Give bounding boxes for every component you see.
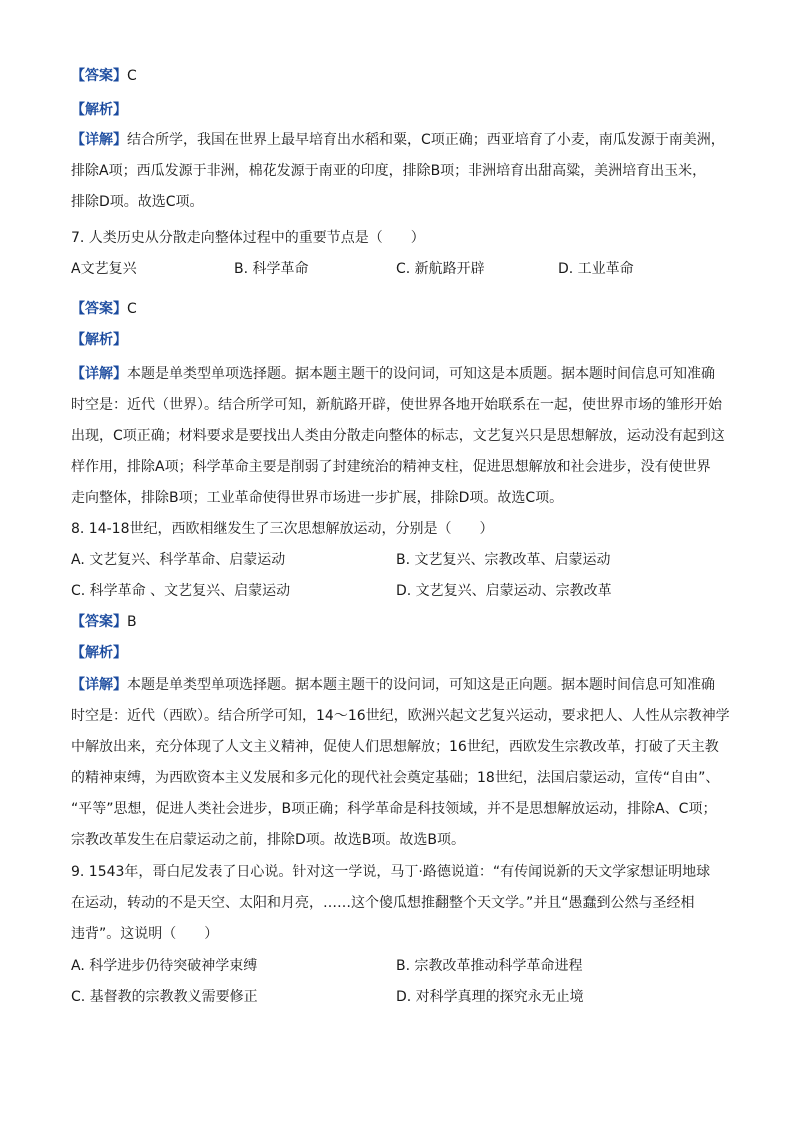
detail-line: 排除D项。故选C项。 [71, 194, 204, 210]
q9-stem [71, 857, 723, 950]
q9-option-d: D. 对科学真理的探究永无止境 [396, 989, 584, 1005]
detail-label: 【详解】 [71, 677, 127, 693]
detail-line: 时空是：近代（世界）。结合所学可知，新航路开辟，使世界各地开始联系在一起，使世界市场的雏形开始 [71, 397, 722, 413]
q7-answer [71, 299, 137, 319]
analysis-label: 【解析】 [71, 645, 127, 661]
detail-line: 【详解】本题是单类型单项选择题。据本题主题干的设问词，可知这是正向题。据本题时间信息可知准确 [71, 677, 715, 693]
answer-value: C [127, 301, 137, 317]
q9-option-a: A. 科学进步仍待突破神学束缚 [71, 958, 258, 974]
detail-line: 宗教改革发生在启蒙运动之前，排除D项。故选B项。故选B项。 [71, 832, 465, 848]
detail-line: 中解放出来，充分体现了人文主义精神，促使人们思想解放；16世纪，西欧发生宗教改革，打破了天主教 [71, 739, 719, 755]
stem-line: 在运动，转动的不是天空、太阳和月亮，……这个傻瓜想推翻整个天文学。”并且“愚蠢到公然与圣经相 [71, 895, 695, 911]
q7-stem: 7. 人类历史从分散走向整体过程中的重要节点是（ ） [71, 230, 425, 246]
analysis-label: 【解析】 [71, 102, 127, 118]
q8-answer [71, 612, 137, 632]
detail-line: 排除A项；西瓜发源于非洲，棉花发源于南亚的印度，排除B项；非洲培育出甜高粱，美洲培育出玉米， [71, 163, 707, 179]
q8-stem: 8. 14-18世纪，西欧相继发生了三次思想解放运动，分别是（ ） [71, 521, 494, 537]
detail-label: 【详解】 [71, 366, 127, 382]
q8-option-a: A. 文艺复兴、科学革命、启蒙运动 [71, 552, 286, 568]
detail-line: 样作用，排除A项；科学革命主要是削弱了封建统治的精神支柱，促进思想解放和社会进步，没有使世界 [71, 459, 711, 475]
detail-line: “平等”思想，促进人类社会进步，B项正确；科学革命是科技领域，并不是思想解放运动，排除A、C项； [71, 801, 717, 817]
q9-option-c: C. 基督教的宗教教义需要修正 [71, 989, 258, 1005]
q8-option-b: B. 文艺复兴、宗教改革、启蒙运动 [396, 552, 611, 568]
detail-label: 【详解】 [71, 132, 127, 148]
detail-line: 的精神束缚，为西欧资本主义发展和多元化的现代社会奠定基础；18世纪，法国启蒙运动，宣传“自由”、 [71, 770, 720, 786]
q7-option-a: A文艺复兴 [71, 261, 137, 277]
stem-line: 9. 1543年，哥白尼发表了日心说。针对这一学说，马丁·路德说道：“有传闻说新的天文学家想证明地球 [71, 864, 711, 880]
q9-option-b: B. 宗教改革推动科学革命进程 [396, 958, 583, 974]
q8-analysis-label [71, 643, 127, 663]
q7-analysis-label [71, 330, 127, 350]
answer-label: 【答案】 [71, 301, 127, 317]
detail-line: 【详解】本题是单类型单项选择题。据本题主题干的设问词，可知这是本质题。据本题时间信息可知准确 [71, 366, 715, 382]
q7-option-d: D. 工业革命 [558, 261, 634, 277]
answer-label: 【答案】 [71, 614, 127, 630]
q7-option-b: B. 科学革命 [234, 261, 309, 277]
q8-option-c: C. 科学革命 、文艺复兴、启蒙运动 [71, 583, 291, 599]
detail-line: 走向整体，排除B项；工业革命使得世界市场进一步扩展，排除D项。故选C项。 [71, 490, 564, 506]
q7-detail [71, 359, 723, 514]
detail-line: 出现，C项正确；材料要求是要找出人类由分散走向整体的标志，文艺复兴只是思想解放，运动没有起到这 [71, 428, 725, 444]
stem-line: 违背”。这说明（ ） [71, 926, 219, 942]
answer-label: 【答案】 [71, 68, 127, 84]
q8-option-d: D. 文艺复兴、启蒙运动、宗教改革 [396, 583, 612, 599]
q6-detail [71, 125, 723, 218]
detail-line: 时空是：近代（西欧）。结合所学可知，14～16世纪，欧洲兴起文艺复兴运动，要求把人、人性从宗教神学 [71, 708, 730, 724]
q6-analysis-label [71, 100, 127, 120]
q6-answer [71, 66, 137, 86]
answer-value: C [127, 68, 137, 84]
q7-option-c: C. 新航路开辟 [396, 261, 485, 277]
q8-detail [71, 670, 730, 856]
analysis-label: 【解析】 [71, 332, 127, 348]
answer-value: B [127, 614, 137, 630]
detail-line: 【详解】结合所学，我国在世界上最早培育出水稻和粟，C项正确；西亚培育了小麦，南瓜发源于南美洲， [71, 132, 725, 148]
